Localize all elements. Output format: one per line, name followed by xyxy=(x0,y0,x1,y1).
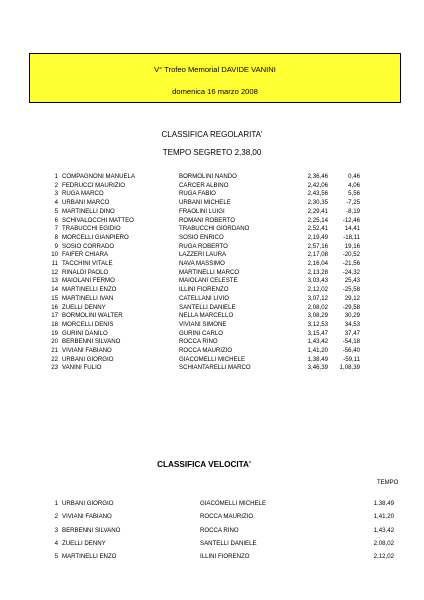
rank-cell: 4 xyxy=(54,199,58,207)
diff-cell: -56,40 xyxy=(342,347,360,354)
copilot-cell: ROCCA RINO xyxy=(179,338,218,346)
table-row xyxy=(0,540,424,549)
copilot-cell: GIACOMELLI MICHELE xyxy=(179,355,246,363)
diff-cell: -25,58 xyxy=(342,286,360,294)
copilot-cell: URBANI MICHELE xyxy=(179,199,231,207)
pilot-cell: MAIOLANI FERMO xyxy=(62,277,115,285)
diff-cell: 29,12 xyxy=(344,294,360,302)
time-cell: 3,12,53 xyxy=(307,320,328,328)
diff-cell: -59,11 xyxy=(343,355,360,363)
pilot-cell: BERBENNI SILVANO xyxy=(62,338,121,346)
pilot-cell: URBANI GIORGIO xyxy=(62,500,114,507)
pilot-cell: SOSIO CORRADO xyxy=(62,242,115,250)
time-cell: 2,42,06 xyxy=(307,181,328,189)
table-row xyxy=(0,364,424,373)
time-cell: 2,19,49 xyxy=(307,233,328,241)
copilot-cell: MAIOLANI CELESTE xyxy=(179,277,238,285)
table-row xyxy=(0,321,424,330)
time-cell: 3,08,29 xyxy=(307,312,328,320)
pilot-cell: FEDRUCCI MAURIZIO xyxy=(62,181,125,189)
table-row xyxy=(0,295,424,304)
table-row xyxy=(0,269,424,278)
time-cell: 2,08,02 xyxy=(307,303,328,311)
table-row xyxy=(0,277,424,286)
time-cell: 3,15,47 xyxy=(307,329,328,337)
diff-cell: 19,16 xyxy=(344,242,360,250)
pilot-cell: COMPAGNONI MANUELA xyxy=(62,173,136,180)
time-cell: 2,29,41 xyxy=(307,207,328,215)
time-cell: 2,12,02 xyxy=(307,286,328,294)
pilot-cell: ZUELLI DENNY xyxy=(62,539,106,547)
time-cell: 2,30,35 xyxy=(307,199,328,207)
time-cell: 1,43,42 xyxy=(373,526,394,534)
diff-cell: 25,43 xyxy=(344,277,360,285)
rank-cell: 3 xyxy=(54,526,58,534)
regolarita-heading: CLASSIFICA REGOLARITA' xyxy=(161,130,263,139)
copilot-cell: TRABUCCHI GIORDANO xyxy=(179,225,250,233)
copilot-cell: ILLINI FIORENZO xyxy=(179,286,229,294)
time-cell: 1,38,49 xyxy=(373,500,394,507)
copilot-cell: ROMANI ROBERTO xyxy=(179,216,235,224)
diff-cell: 5,56 xyxy=(348,190,360,198)
diff-cell: -20,52 xyxy=(342,251,360,259)
copilot-cell: NAVA MASSIMO xyxy=(179,260,225,267)
pilot-cell: VIVIANI FABIANO xyxy=(62,513,112,521)
copilot-cell: SANTELLI DANIELE xyxy=(200,539,257,547)
pilot-cell: MARTINELLI ENZO xyxy=(62,286,117,294)
time-cell: 2,57,16 xyxy=(307,242,328,250)
copilot-cell: FRAOLINI LUIGI xyxy=(179,207,225,215)
pilot-cell: SCHIVALOCCHI MATTEO xyxy=(62,216,134,224)
copilot-cell: ILLINI FIORENZO xyxy=(200,553,250,561)
diff-cell: -8,19 xyxy=(346,207,360,215)
rank-cell: 2 xyxy=(54,181,58,189)
time-cell: 1,38,49 xyxy=(307,355,328,363)
pilot-cell: MARTINELLI ENZO xyxy=(62,553,117,561)
pilot-cell: MARTINELLI IVAN xyxy=(62,294,114,302)
rank-cell: 4 xyxy=(54,539,58,547)
diff-cell: -29,58 xyxy=(342,303,360,311)
diff-cell: -21,56 xyxy=(342,260,360,267)
copilot-cell: SOSIO ENRICO xyxy=(179,233,224,241)
table-row xyxy=(0,199,424,208)
time-cell: 2,12,02 xyxy=(373,553,394,561)
table-row xyxy=(0,347,424,356)
time-cell: 2,25,14 xyxy=(307,216,328,224)
copilot-cell: SANTELLI DANIELE xyxy=(179,303,236,311)
table-row xyxy=(0,251,424,260)
rank-cell: 15 xyxy=(51,294,58,302)
diff-cell: 37,47 xyxy=(344,329,360,337)
copilot-cell: ROCCA MAURIZIO xyxy=(200,513,254,521)
copilot-cell: ROCCA RINO xyxy=(200,526,239,534)
copilot-cell: NELLA MARCELLO xyxy=(179,312,234,320)
copilot-cell: CATELLANI LIVIO xyxy=(179,294,230,302)
event-title: V° Trofeo Memorial DAVIDE VANINI xyxy=(154,65,276,74)
rank-cell: 1 xyxy=(54,173,58,180)
table-row xyxy=(0,190,424,199)
diff-cell: 0,46 xyxy=(348,173,360,180)
copilot-cell: GIACOMELLI MICHELE xyxy=(200,500,267,507)
table-row xyxy=(0,553,424,562)
rank-cell: 13 xyxy=(51,277,58,285)
copilot-cell: RUGA ROBERTO xyxy=(179,242,228,250)
pilot-cell: URBANI MARCO xyxy=(62,199,110,207)
pilot-cell: GURINI DANILO xyxy=(62,329,108,337)
table-row xyxy=(0,234,424,243)
diff-cell: 1,08,39 xyxy=(339,364,360,372)
diff-cell: -12,46 xyxy=(342,216,360,224)
diff-cell: -24,32 xyxy=(342,268,360,276)
pilot-cell: VIVIANI FABIANO xyxy=(62,347,112,354)
rank-cell: 3 xyxy=(54,190,58,198)
table-row xyxy=(0,356,424,365)
table-row xyxy=(0,500,424,509)
copilot-cell: RUGA FABIO xyxy=(179,190,216,198)
diff-cell: -54,18 xyxy=(342,338,360,346)
time-cell: 2,43,56 xyxy=(307,190,328,198)
table-row xyxy=(0,527,424,536)
rank-cell: 16 xyxy=(51,303,58,311)
rank-cell: 7 xyxy=(54,225,58,233)
rank-cell: 1 xyxy=(54,500,58,507)
title-banner xyxy=(29,53,401,103)
pilot-cell: MARTINELLI DINO xyxy=(62,207,115,215)
velocita-heading: CLASSIFICA VELOCITA' xyxy=(157,460,251,469)
table-row xyxy=(0,243,424,252)
table-row xyxy=(0,513,424,522)
time-cell: 3,03,43 xyxy=(307,277,328,285)
copilot-cell: MARTINELLI MARCO xyxy=(179,268,240,276)
table-row xyxy=(0,260,424,269)
time-cell: 2,36,46 xyxy=(307,173,328,180)
table-row xyxy=(0,208,424,217)
time-cell: 1,41,20 xyxy=(373,513,394,521)
diff-cell: 4,06 xyxy=(348,181,360,189)
pilot-cell: TRABUCCHI EGIDIO xyxy=(62,225,121,233)
time-cell: 2,08,02 xyxy=(373,539,394,547)
table-row xyxy=(0,225,424,234)
rank-cell: 18 xyxy=(51,320,58,328)
rank-cell: 6 xyxy=(54,216,58,224)
rank-cell: 5 xyxy=(54,207,58,215)
table-row xyxy=(0,330,424,339)
time-cell: 2,16,04 xyxy=(307,260,328,267)
rank-cell: 5 xyxy=(54,553,58,561)
time-cell: 3,07,12 xyxy=(307,294,328,302)
pilot-cell: URBANI GIORGIO xyxy=(62,355,114,363)
copilot-cell: ROCCA MAURIZIO xyxy=(179,347,233,354)
rank-cell: 19 xyxy=(51,329,58,337)
rank-cell: 22 xyxy=(51,355,58,363)
rank-cell: 10 xyxy=(51,251,58,259)
pilot-cell: BORMOLINI WALTER xyxy=(62,312,123,320)
pilot-cell: RUGA MARCO xyxy=(62,190,104,198)
velocita-time-header: TEMPO xyxy=(377,480,399,486)
time-cell: 2,52,41 xyxy=(307,225,328,233)
rank-cell: 2 xyxy=(54,513,58,521)
pilot-cell: ZUELLI DENNY xyxy=(62,303,106,311)
diff-cell: 34,53 xyxy=(344,320,360,328)
rank-cell: 12 xyxy=(51,268,58,276)
table-row xyxy=(0,304,424,313)
rank-cell: 9 xyxy=(54,242,58,250)
rank-cell: 17 xyxy=(51,312,58,320)
rank-cell: 20 xyxy=(51,338,58,346)
table-row xyxy=(0,338,424,347)
tempo-segreto-label: TEMPO SEGRETO 2,38,00 xyxy=(162,148,262,157)
event-date: domenica 16 marzo 2008 xyxy=(172,87,258,96)
diff-cell: -7,25 xyxy=(346,199,360,207)
table-row xyxy=(0,173,424,182)
pilot-cell: VANINI FULIO xyxy=(62,364,102,372)
diff-cell: 30,29 xyxy=(344,312,360,320)
pilot-cell: BERBENNI SILVANO xyxy=(62,526,121,534)
copilot-cell: CARCER ALBINO xyxy=(179,181,229,189)
pilot-cell: MORCELLI GIANPIERO xyxy=(62,233,129,241)
time-cell: 1,41,20 xyxy=(307,347,328,354)
rank-cell: 11 xyxy=(51,260,58,267)
pilot-cell: MORCELLI DENIS xyxy=(62,320,114,328)
table-row xyxy=(0,182,424,191)
pilot-cell: TACCHINI VITALE xyxy=(62,260,113,267)
rank-cell: 14 xyxy=(51,286,58,294)
copilot-cell: SCHIANTARELLI MARCO xyxy=(179,364,251,372)
table-row xyxy=(0,312,424,321)
copilot-cell: GURINI CARLO xyxy=(179,329,224,337)
rank-cell: 23 xyxy=(51,364,58,372)
time-cell: 3,46,39 xyxy=(307,364,328,372)
table-row xyxy=(0,217,424,226)
rank-cell: 8 xyxy=(54,233,58,241)
pilot-cell: RINALDI PAOLO xyxy=(62,268,109,276)
diff-cell: -18,11 xyxy=(343,233,360,241)
diff-cell: 14,41 xyxy=(344,225,360,233)
table-row xyxy=(0,286,424,295)
pilot-cell: FAIFER CHIARA xyxy=(62,251,109,259)
time-cell: 1,43,42 xyxy=(307,338,328,346)
copilot-cell: VIVIANI SIMONE xyxy=(179,320,227,328)
rank-cell: 21 xyxy=(51,347,58,354)
time-cell: 2,17,08 xyxy=(307,251,328,259)
time-cell: 2,13,28 xyxy=(307,268,328,276)
copilot-cell: LAZZERI LAURA xyxy=(179,251,227,259)
copilot-cell: BORMOLINI NANDO xyxy=(179,173,237,180)
